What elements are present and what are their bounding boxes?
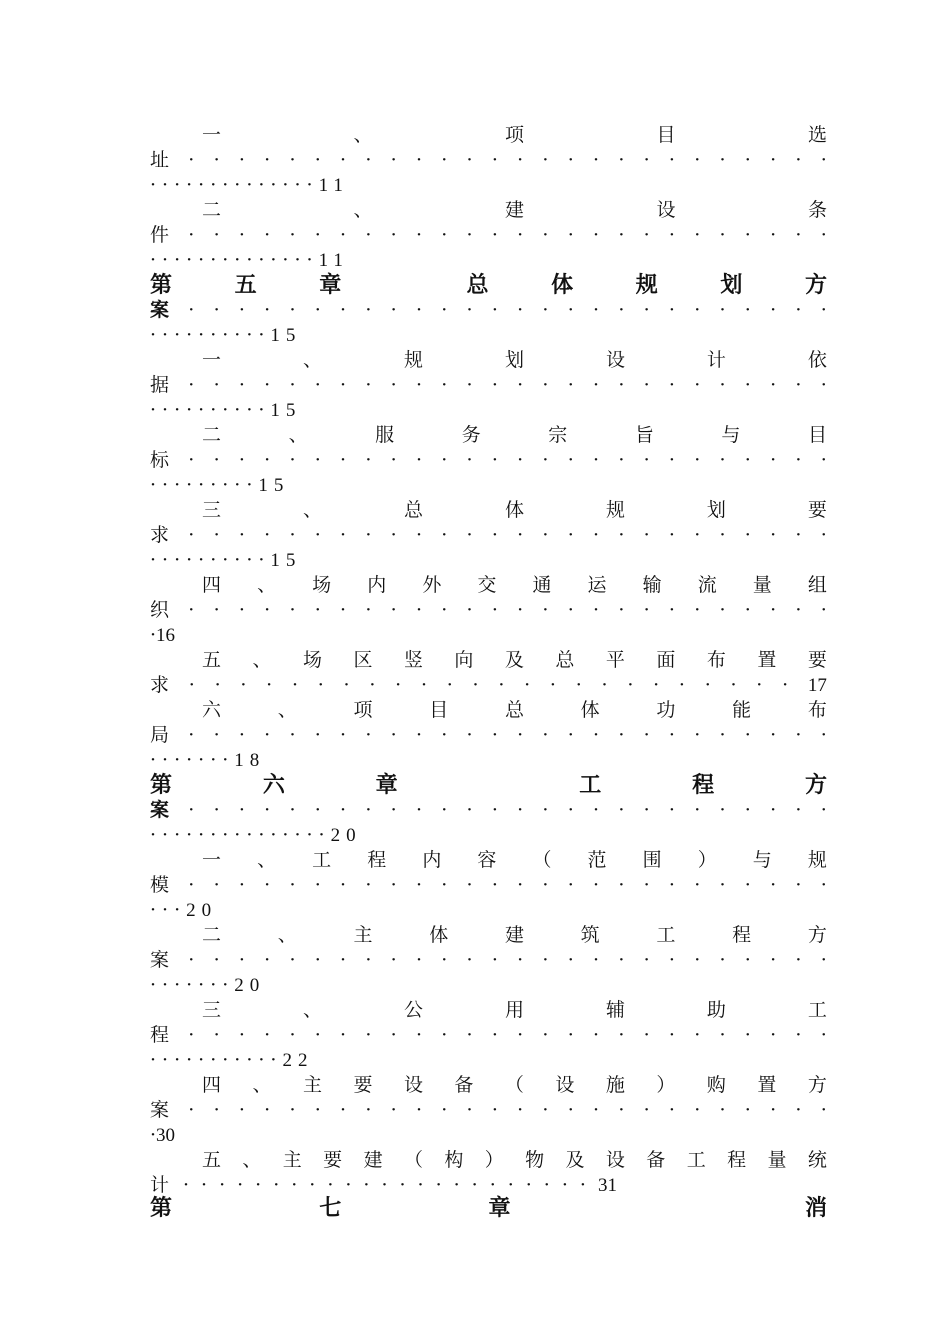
chapter-heading: 第 七 章 消 xyxy=(150,1195,827,1221)
toc-entry-heading: 二 、 主 体 建 筑 工 程 方 xyxy=(202,924,827,946)
toc-entry-leader: 计 ······················· 31 xyxy=(150,1174,617,1196)
toc-entry-page: ··············· 20 xyxy=(150,824,362,846)
toc-entry-leader: 求 · · · · · · · · · · · · · · · · · · · · · · · · · · xyxy=(150,524,827,546)
toc-entry-page: ········· 15 xyxy=(150,474,290,496)
page-number: 20 xyxy=(186,900,218,921)
toc-entry-page: ·········· 15 xyxy=(150,549,302,571)
toc-entry-page: · 16 xyxy=(150,624,176,646)
toc-entry-leader: 址 · · · · · · · · · · · · · · · · · · · · · · · · · · xyxy=(150,149,827,171)
toc-entry-page: ··· 20 xyxy=(150,899,218,921)
page-number: 17 xyxy=(807,675,827,696)
toc-entry-page: ······· 18 xyxy=(150,749,266,771)
toc-entry-leader: 案 · · · · · · · · · · · · · · · · · · · · · · · · · · xyxy=(150,949,827,971)
toc-entry-page: ······· 20 xyxy=(150,974,266,996)
page-number: 31 xyxy=(597,1175,617,1196)
page-number: 11 xyxy=(318,175,349,196)
toc-entry-leader: 案 · · · · · · · · · · · · · · · · · · · · · · · · · · xyxy=(150,1099,827,1121)
page-number: 15 xyxy=(270,325,302,346)
toc-entry-leader: 件 · · · · · · · · · · · · · · · · · · · · · · · · · · xyxy=(150,224,827,246)
toc-entry-leader: 模 · · · · · · · · · · · · · · · · · · · · · · · · · · xyxy=(150,874,827,896)
toc-entry-page: · 30 xyxy=(150,1124,176,1146)
toc-entry-heading: 三 、 公 用 辅 助 工 xyxy=(202,999,827,1021)
chapter-heading: 第 五 章 总 体 规 划 方 xyxy=(150,272,827,298)
toc-entry-heading: 四 、 场 内 外 交 通 运 输 流 量 组 xyxy=(202,574,827,596)
toc-entry-heading: 一 、 规 划 设 计 依 xyxy=(202,349,827,371)
toc-entry-leader: 织 · · · · · · · · · · · · · · · · · · · · · · · · · · xyxy=(150,599,827,621)
page-number: 20 xyxy=(330,825,362,846)
chapter-heading: 第 六 章 工 程 方 xyxy=(150,772,827,798)
toc-entry-page: ·············· 11 xyxy=(150,174,349,196)
toc-entry-leader: 求 · · · · · · · · · · · · · · · · · · · · · · · · 17 xyxy=(150,674,827,696)
toc-entry-heading: 一 、 工 程 内 容 （ 范 围 ） 与 规 xyxy=(202,849,827,871)
toc-entry-page: ·············· 11 xyxy=(150,249,349,271)
toc-entry-page: ·········· 15 xyxy=(150,324,302,346)
page-number: 18 xyxy=(234,750,266,771)
toc-entry-leader: 局 · · · · · · · · · · · · · · · · · · · · · · · · · · xyxy=(150,724,827,746)
toc-entry-heading: 二 、 服 务 宗 旨 与 目 xyxy=(202,424,827,446)
toc-entry-page: ·········· 15 xyxy=(150,399,302,421)
page-number: 11 xyxy=(318,250,349,271)
toc-entry-heading: 六 、 项 目 总 体 功 能 布 xyxy=(202,699,827,721)
toc-entry-leader: 案 · · · · · · · · · · · · · · · · · · · · · · · · · · xyxy=(150,799,827,821)
toc-entry-heading: 四 、 主 要 设 备 （ 设 施 ） 购 置 方 xyxy=(202,1074,827,1096)
page-number: 15 xyxy=(258,475,290,496)
toc-entry-page: ··········· 22 xyxy=(150,1049,314,1071)
toc-entry-heading: 一 、 项 目 选 xyxy=(202,124,827,146)
toc-entry-leader: 程 · · · · · · · · · · · · · · · · · · · · · · · · · · xyxy=(150,1024,827,1046)
page-number: 30 xyxy=(156,1125,176,1146)
page-number: 15 xyxy=(270,550,302,571)
toc-entry-leader: 标 · · · · · · · · · · · · · · · · · · · · · · · · · · xyxy=(150,449,827,471)
page-number: 22 xyxy=(282,1050,314,1071)
page-number: 16 xyxy=(156,625,176,646)
toc-entry-heading: 二 、 建 设 条 xyxy=(202,199,827,221)
toc-entry-leader: 案 · · · · · · · · · · · · · · · · · · · · · · · · · · xyxy=(150,299,827,321)
page-number: 20 xyxy=(234,975,266,996)
toc-entry-heading: 五 、 场 区 竖 向 及 总 平 面 布 置 要 xyxy=(202,649,827,671)
toc-entry-heading: 三 、 总 体 规 划 要 xyxy=(202,499,827,521)
toc-entry-heading: 五 、 主 要 建 （ 构 ） 物 及 设 备 工 程 量 统 xyxy=(202,1149,827,1171)
toc-entry-leader: 据 · · · · · · · · · · · · · · · · · · · · · · · · · · xyxy=(150,374,827,396)
page-number: 15 xyxy=(270,400,302,421)
